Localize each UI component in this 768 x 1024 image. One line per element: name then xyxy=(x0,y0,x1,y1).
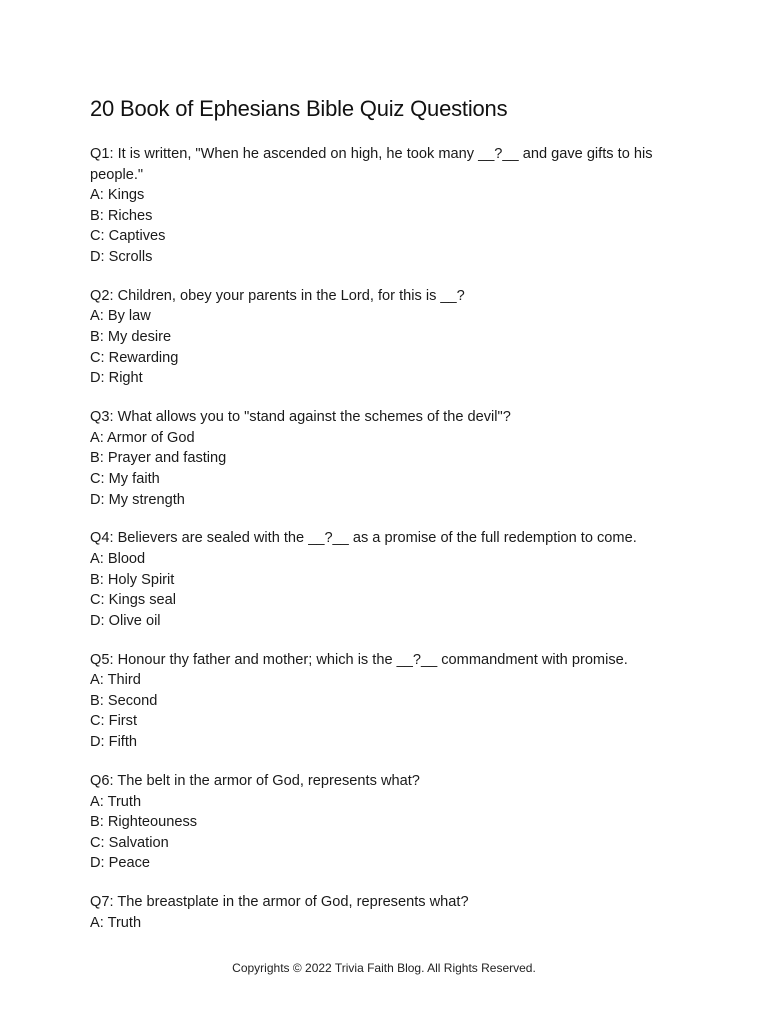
answer-option: C: My faith xyxy=(90,470,160,487)
answer-option: A: By law xyxy=(90,308,151,325)
answer-option: A: Truth xyxy=(90,793,142,810)
answer-option: A: Blood xyxy=(90,550,146,567)
answer-option: C: First xyxy=(90,713,138,730)
answer-option: A: Armor of God xyxy=(90,429,195,446)
answer-option: A: Truth xyxy=(90,914,142,931)
answer-option: A: Kings xyxy=(90,187,145,204)
answer-option: D: Olive oil xyxy=(90,612,161,629)
answer-option: B: Righteouness xyxy=(90,814,198,831)
answer-option: B: Holy Spirit xyxy=(90,571,175,588)
question-text: Q5: Honour thy father and mother; which is the __?__ commandment with promise. xyxy=(90,651,628,668)
question-block-6 xyxy=(90,771,680,874)
question-block-3 xyxy=(90,407,680,510)
question-text: Q1: It is written, "When he ascended on high, he took many __?__ and gave gifts to his people." xyxy=(90,146,653,183)
answer-option: B: My desire xyxy=(90,329,172,346)
answer-option: C: Captives xyxy=(90,228,166,245)
answer-option: D: Peace xyxy=(90,855,151,872)
page-title: 20 Book of Ephesians Bible Quiz Questions xyxy=(90,96,508,121)
answer-option: D: Scrolls xyxy=(90,248,153,265)
question-block-1 xyxy=(90,144,680,268)
question-block-7 xyxy=(90,892,680,933)
question-text: Q6: The belt in the armor of God, represents what? xyxy=(90,772,420,789)
answer-option: B: Riches xyxy=(90,207,153,224)
answer-option: A: Third xyxy=(90,672,141,689)
question-text: Q2: Children, obey your parents in the Lord, for this is __? xyxy=(90,287,465,304)
answer-option: C: Salvation xyxy=(90,834,169,851)
answer-option: B: Second xyxy=(90,692,158,709)
question-text: Q4: Believers are sealed with the __?__ as a promise of the full redemption to come. xyxy=(90,530,637,547)
question-text: Q3: What allows you to "stand against the schemes of the devil"? xyxy=(90,409,511,426)
answer-option: C: Kings seal xyxy=(90,592,176,609)
answer-option: B: Prayer and fasting xyxy=(90,450,227,467)
copyright-footer: Copyrights © 2022 Trivia Faith Blog. All Rights Reserved. xyxy=(232,961,536,975)
answer-option: C: Rewarding xyxy=(90,349,179,366)
question-list xyxy=(90,144,680,952)
answer-option: D: Right xyxy=(90,370,143,387)
question-block-2 xyxy=(90,286,680,389)
answer-option: D: Fifth xyxy=(90,734,138,751)
answer-option: D: My strength xyxy=(90,491,185,508)
question-block-4 xyxy=(90,528,680,631)
question-text: Q7: The breastplate in the armor of God, represents what? xyxy=(90,894,469,911)
question-block-5 xyxy=(90,650,680,753)
